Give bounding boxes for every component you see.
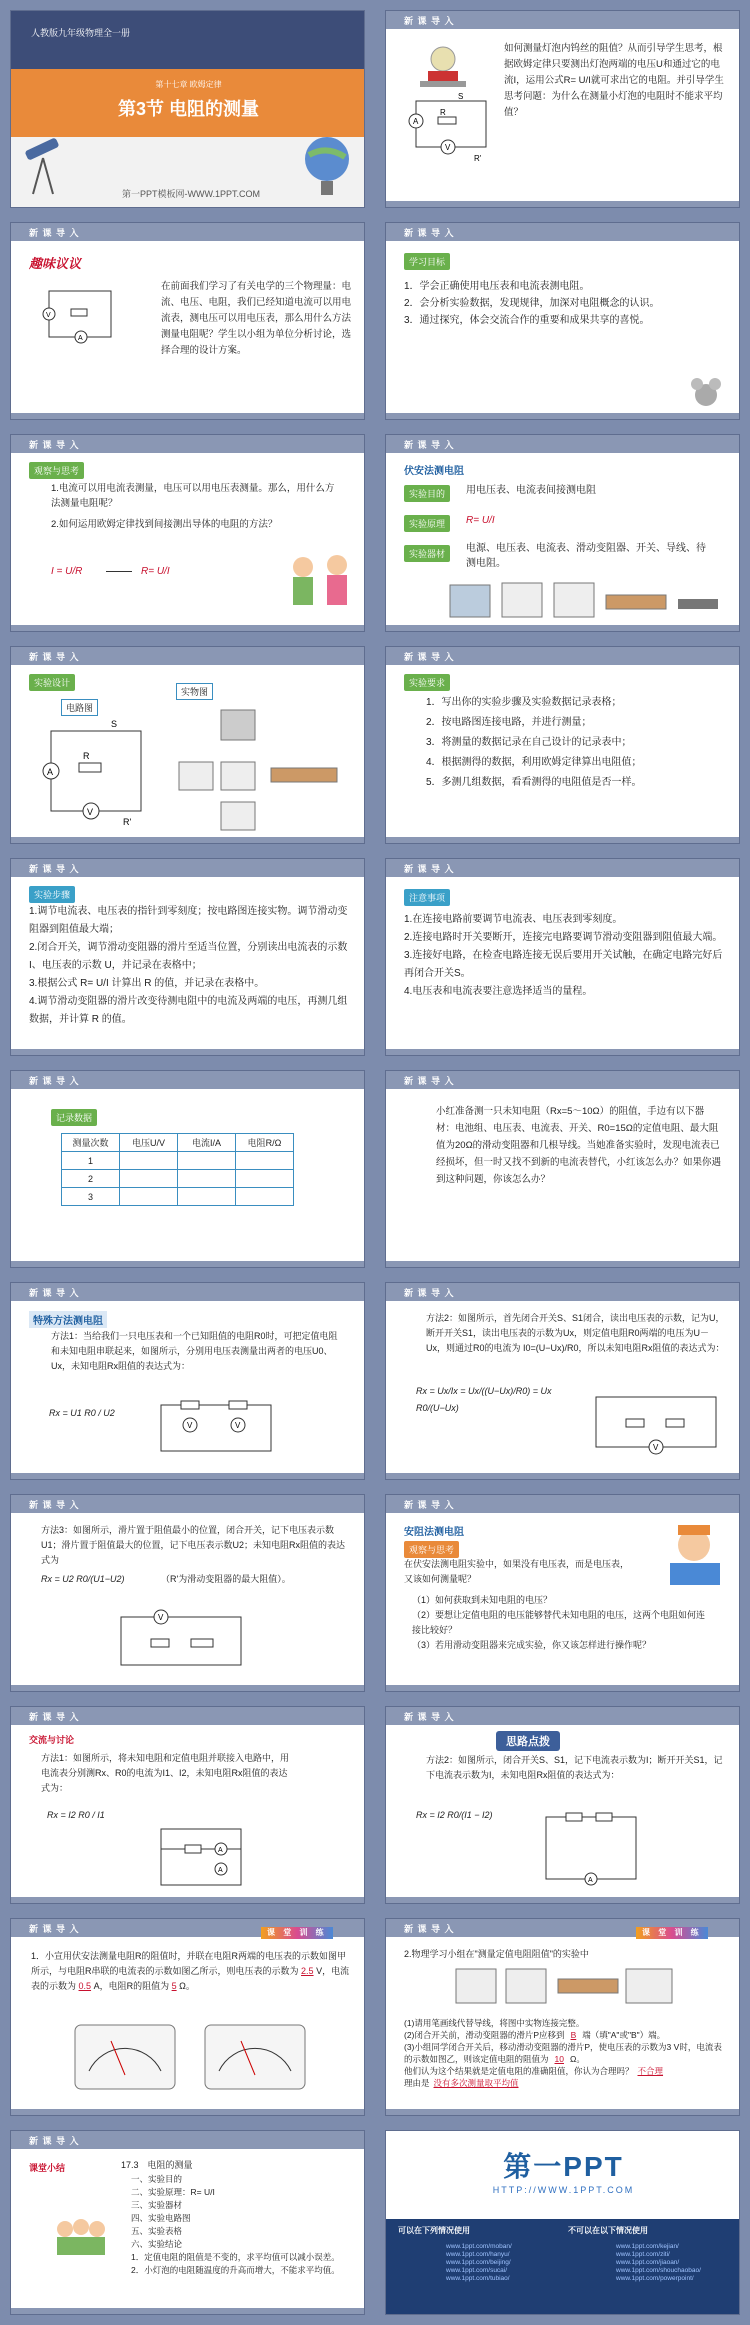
answer-reasonable: 不合理 — [637, 2066, 664, 2076]
goal-item: 2．会分析实验数据，发现规律，加深对电阻概念的认识。 — [404, 298, 660, 309]
slide-footer — [386, 1261, 739, 1267]
table-cell: 2 — [62, 1170, 120, 1188]
reading-boy-illustration — [654, 1519, 734, 1594]
resource-link[interactable]: www.1ppt.com/powerpoint/ — [616, 2275, 694, 2282]
exercise2-line — [404, 2029, 729, 2041]
hint-tag: 思路点拨 — [496, 1731, 560, 1751]
practice-banner: 课 堂 训 练 — [261, 1927, 333, 1939]
table-cell: 1 — [62, 1152, 120, 1170]
table-header-cell: 电压U/V — [120, 1134, 178, 1152]
record-tag: 记录数据 — [51, 1109, 97, 1126]
observe-tag: 观察与思考 — [29, 462, 84, 479]
slide-9-steps — [10, 858, 365, 1056]
slide-header — [11, 2131, 364, 2149]
cover-top-band — [11, 11, 365, 69]
table-header-cell: 测量次数 — [62, 1134, 120, 1152]
goal-item: 3．通过探究，体会交流合作的重要和成果共享的喜悦。 — [404, 315, 650, 326]
svg-text:R': R' — [123, 817, 132, 827]
slide-header — [11, 223, 364, 241]
method2-formula: Rx = Ux/Ix = Ux/((U−Ux)/R0) = Ux R0/(U−Ux) — [416, 1386, 552, 1413]
slide-4-goals — [385, 222, 740, 420]
table-cell — [236, 1188, 294, 1206]
answer-reason: 没有多次测量取平均值 — [433, 2078, 519, 2088]
step-item: 4.调节滑动变阻器的滑片改变待测电阻中的电流及两端的电压，再测几组数据，并计算 R 的值。 — [29, 996, 348, 1025]
cover-site: 第一PPT模板网-WWW.1PPT.COM — [122, 189, 260, 199]
discuss-logo: 趣味议议 — [29, 256, 82, 271]
resource-link[interactable]: www.1ppt.com/jiaoan/ — [616, 2259, 680, 2266]
slide-3-discuss — [10, 222, 365, 420]
exercise-text: 1．小宣用伏安法测量电阻R的阻值时，并联在电阻R两端的电压表的示数如图甲所示，与电阻R串联的电流表的示数如图乙所示，则电压表的示数为 — [31, 1951, 347, 1976]
table-row — [62, 1152, 294, 1170]
slide-footer — [11, 1473, 364, 1479]
intro-text: 如何测量灯泡内钨丝的阻值？从而引导学生思考，根据欧姆定律只要测出灯泡两端的电压U和通过它的电流I，运用公式R= U/I就可求出它的电阻。并引导学生思考问题：为什么在测量小灯泡的电阻时不能求平均值？ — [504, 43, 724, 118]
header-label: 新 课 导 入 — [404, 440, 455, 450]
slide-7-design — [10, 646, 365, 844]
svg-text:A: A — [588, 1877, 593, 1884]
cover-subject: 人教版九年级物理全一册 — [31, 28, 131, 38]
header-label: 新 课 导 入 — [29, 864, 80, 874]
slide-10-notes — [385, 858, 740, 1056]
exchange-text: 方法1：如图所示，将未知电阻和定值电阻并联接入电路中，用电流表分别测Rx、R0的电流为I1、I2，未知电阻Rx阻值的表达式为： — [41, 1753, 290, 1793]
row-value: 电源、电压表、电流表、滑动变阻器、开关、导线、待测电阻。 — [466, 543, 706, 569]
hint-text: 方法2：如图所示，闭合开关S、S1，记下电流表示数为I；断开开关S1，记下电流表示数为I，未知电阻Rx阻值的表达式为： — [426, 1755, 723, 1780]
circuit-diagram — [408, 93, 494, 163]
observe-q1: 1.电流可以用电流表测量，电压可以用电压表测量。那么，用什么方法测量电阻呢？ — [51, 483, 335, 509]
telescope-icon — [19, 136, 67, 196]
exercise2-title: 2.物理学习小组在"测量定值电阻阻值"的实验中 — [404, 1949, 589, 1959]
header-label: 新 课 导 入 — [29, 1712, 80, 1722]
question-item: （2）要想让定值电阻的电压能够替代未知电阻的电压，这两个电阻如何连接比较好？ — [412, 1610, 706, 1635]
svg-text:V: V — [653, 1443, 659, 1452]
resource-link[interactable]: www.1ppt.com/ziti/ — [616, 2251, 670, 2258]
slide-footer — [11, 625, 364, 631]
table-row — [62, 1188, 294, 1206]
header-label: 新 课 导 入 — [29, 1924, 80, 1934]
slide-14-method2 — [385, 1282, 740, 1480]
physical-label: 实物图 — [176, 683, 213, 700]
slide-footer — [386, 1473, 739, 1479]
slide-footer — [386, 1049, 739, 1055]
ammeter-intro: 在伏安法测电阻实验中，如果没有电压表，而是电压表，又该如何测量呢？ — [404, 1559, 630, 1584]
circuit-diagram — [586, 1383, 726, 1463]
svg-text:V: V — [87, 807, 94, 817]
note-item: 4.电压表和电流表要注意选择适当的量程。 — [404, 986, 593, 997]
problem-text: 小红准备测一只未知电阻（Rx=5～10Ω）的阻值，手边有以下器材：电池组、电压表、电流表、开关、R0=15Ω的定值电阻、最大阻值为20Ω的滑动变阻器和几根导线。当她准备实验时，发现电流表已经损坏，但一时又找不到新的电流表替代，小红该怎么办？如果你遇到这种问题，你该怎么办？ — [436, 1106, 722, 1185]
exercise2-line — [404, 2077, 729, 2089]
summary-item: 二、实验原理：R= U/I — [131, 2187, 215, 2197]
table-cell — [236, 1152, 294, 1170]
exercise2-line: (1)请用笔画线代替导线，将图中实物连接完整。 — [404, 2018, 585, 2028]
slide-footer — [11, 1049, 364, 1055]
slide-header — [386, 1495, 739, 1513]
circuit-diagram — [111, 1605, 251, 1680]
slide-footer — [386, 413, 739, 419]
svg-text:S: S — [458, 93, 464, 101]
header-label: 新 课 导 入 — [404, 864, 455, 874]
goals-tag: 学习目标 — [404, 253, 450, 270]
step-item: 1.调节电流表、电压表的指针到零刻度；按电路图连接实物。调节滑动变阻器到阻值最大端； — [29, 906, 348, 935]
slide-header — [386, 859, 739, 877]
kids-illustration — [51, 2211, 111, 2261]
table-cell — [236, 1170, 294, 1188]
circuit-diagram — [536, 1807, 646, 1892]
requirement-item: 4．根据测得的数据，利用欧姆定律算出电阻值； — [426, 757, 642, 768]
summary-list — [131, 2173, 356, 2277]
formula-ohm: I = U/R — [51, 566, 83, 577]
header-label: 新 课 导 入 — [404, 16, 455, 26]
header-label: 新 课 导 入 — [29, 440, 80, 450]
ammeter-title: 安阻法测电阻 — [404, 1527, 464, 1538]
table-header-cell: 电流I/A — [178, 1134, 236, 1152]
summary-item: 四、实验电路图 — [131, 2213, 191, 2223]
svg-text:A: A — [78, 335, 83, 342]
slide-footer — [386, 625, 739, 631]
row-key: 实验器材 — [404, 545, 450, 562]
steps-list — [29, 903, 354, 1029]
svg-text:R': R' — [474, 154, 482, 163]
header-label: 新 课 导 入 — [29, 1500, 80, 1510]
slide-header — [386, 1071, 739, 1089]
goals-list — [404, 278, 724, 329]
exercise2-text: (3)小组同学闭合开关后，移动滑动变阻器的滑片P，使电压表的示数为3 V时，电流表的示数如图乙，则该定值电阻的阻值为 — [404, 2042, 722, 2064]
circuit-diagram — [151, 1819, 251, 1894]
row-value: 用电压表、电流表间接测电阻 — [466, 485, 596, 496]
step-item: 2.闭合开关，调节滑动变阻器的滑片至适当位置，分别读出电流表的示数 I、电压表的示数 U，并记录在表格中； — [29, 942, 348, 971]
summary-tag: 课堂小结 — [29, 2163, 66, 2173]
slide-footer — [386, 1685, 739, 1691]
header-label: 新 课 导 入 — [404, 228, 455, 238]
link-list-left — [446, 2243, 512, 2283]
exercise2-line — [404, 2041, 729, 2065]
slide-footer — [11, 837, 364, 843]
summary-item: 五、实验表格 — [131, 2226, 183, 2236]
record-table — [61, 1133, 294, 1206]
slide-footer — [11, 1897, 364, 1903]
question-item: （1）如何获取到未知电阻的电压？ — [412, 1595, 553, 1605]
slide-header — [11, 435, 364, 453]
exchange-tag: 交流与讨论 — [29, 1735, 75, 1745]
header-label: 新 课 导 入 — [29, 1076, 80, 1086]
header-label: 新 课 导 入 — [29, 2136, 80, 2146]
slide-header — [386, 1283, 739, 1301]
slide-22-brand — [385, 2130, 740, 2315]
resource-link[interactable]: www.1ppt.com/moban/ — [446, 2243, 512, 2250]
slide-21-summary — [10, 2130, 365, 2315]
exercise-text: V，电流表的示数为 — [31, 1966, 350, 1991]
row-value: R= U/I — [466, 515, 495, 526]
resource-link[interactable]: www.1ppt.com/tubiao/ — [446, 2275, 510, 2282]
svg-text:A: A — [47, 767, 54, 777]
exercise-text: Ω。 — [179, 1981, 195, 1991]
light-bulb-icon — [416, 41, 471, 89]
experiment-illustration — [446, 1963, 686, 2015]
table-header-row — [62, 1134, 294, 1152]
svg-text:V: V — [46, 312, 51, 319]
note-item: 3.连接好电路，在检查电路连接无误后要用开关试触，在确定电路完好后再闭合开关S。 — [404, 950, 723, 979]
slide-15-method3 — [10, 1494, 365, 1692]
row-key: 实验目的 — [404, 485, 450, 502]
exchange-formula: Rx = I2 R0 / I1 — [47, 1810, 105, 1820]
slide-header — [386, 435, 739, 453]
slide-header — [11, 859, 364, 877]
resource-link[interactable]: www.1ppt.com/beijing/ — [446, 2259, 511, 2266]
summary-title: 17.3 电阻的测量 — [121, 2160, 193, 2170]
svg-text:R: R — [440, 108, 446, 117]
slide-footer — [386, 837, 739, 843]
requirement-item: 1．写出你的实验步骤及实验数据记录表格； — [426, 697, 622, 708]
method3-text: 方法3：如图所示，滑片置于阻值最小的位置，闭合开关，记下电压表示数U1；滑片置于阻值最大的位置，记下电压表示数U2；未知电阻Rx阻值的表达式为 — [41, 1525, 346, 1565]
table-cell — [178, 1170, 236, 1188]
method-title: 伏安法测电阻 — [404, 466, 464, 477]
slide-8-requirements — [385, 646, 740, 844]
table-cell: 3 — [62, 1188, 120, 1206]
cover-title: 第3节 电阻的测量 — [117, 99, 259, 119]
discuss-text: 在前面我们学习了有关电学的三个物理量：电流、电压、电阻，我们已经知道电流可以用电流表，测电压可以用电压表，那么用什么方法测量电阻呢？学生以小组为单位分析讨论，选择合理的设计方案。 — [161, 281, 352, 356]
header-label: 新 课 导 入 — [29, 1288, 80, 1298]
slide-footer — [11, 1685, 364, 1691]
students-illustration — [281, 545, 361, 625]
slide-header — [11, 1071, 364, 1089]
summary-item: 1．定值电阻的阻值是不变的，求平均值可以减小误差。 — [131, 2252, 340, 2262]
exercise2-text: 他们认为这个结果就是定值电阻的准确阻值，你认为合理吗？ — [404, 2066, 634, 2076]
left-column-title: 可以在下列情况使用 — [398, 2226, 470, 2235]
header-label: 新 课 导 入 — [29, 228, 80, 238]
special-formula: Rx = U1 R0 / U2 — [49, 1408, 115, 1418]
header-label: 新 课 导 入 — [404, 1924, 455, 1934]
row-key: 实验原理 — [404, 515, 450, 532]
slide-19-exercise — [10, 1918, 365, 2116]
method2-text: 方法2：如图所示，首先闭合开关S、S1闭合，读出电压表的示数，记为U，断开开关S1，读出电压表的示数为Ux，则定值电阻R0两端的电压为U－Ux，则通过R0的电流为 I0=(U−Ux)/R0，所以未知电阻Rx阻值的表达式为： — [426, 1313, 725, 1353]
slide-17-exchange — [10, 1706, 365, 1904]
slide-13-special — [10, 1282, 365, 1480]
resource-link[interactable]: www.1ppt.com/hanyu/ — [446, 2251, 510, 2258]
notes-tag: 注意事项 — [404, 889, 450, 906]
slide-18-hint — [385, 1706, 740, 1904]
exercise2-text: (2)闭合开关前，滑动变阻器的滑片P应移到 — [404, 2030, 565, 2040]
brand-url: HTTP://WWW.1PPT.COM — [492, 2185, 635, 2195]
physical-setup-illustration — [171, 702, 356, 837]
slide-12-problem — [385, 1070, 740, 1268]
table-cell — [120, 1188, 178, 1206]
slide-16-ammeter-method — [385, 1494, 740, 1692]
summary-item: 一、实验目的 — [131, 2174, 183, 2184]
slide-header — [386, 11, 739, 29]
header-label: 新 课 导 入 — [404, 1288, 455, 1298]
header-label: 新 课 导 入 — [404, 1076, 455, 1086]
cover-chapter: 第十七章 欧姆定律 — [155, 80, 222, 89]
step-item: 3.根据公式 R= U/I 计算出 R 的值，并记录在表格中。 — [29, 978, 265, 989]
ammeter-questions — [412, 1593, 712, 1653]
steps-tag: 实验步骤 — [29, 886, 75, 903]
header-label: 新 课 导 入 — [29, 652, 80, 662]
requirement-item: 3．将测量的数据记录在自己设计的记录表中； — [426, 737, 632, 748]
slide-header — [11, 1707, 364, 1725]
table-row — [62, 1170, 294, 1188]
note-item: 2.连接电路时开关要断开，连接完电路要调节滑动变阻器到阻值最大端。 — [404, 932, 723, 943]
table-cell — [178, 1188, 236, 1206]
method3-formula: Rx = U2 R0/(U1−U2) — [41, 1574, 125, 1584]
svg-text:R: R — [83, 751, 90, 761]
slide-header — [11, 647, 364, 665]
header-label: 新 课 导 入 — [404, 1712, 455, 1722]
arrow-line — [106, 571, 132, 572]
notes-list — [404, 911, 729, 1001]
slide-header — [11, 1283, 364, 1301]
right-column-title: 不可以在以下情况使用 — [568, 2226, 648, 2235]
slide-footer — [11, 413, 364, 419]
method3-note: （R'为滑动变阻器的最大阻值）。 — [161, 1574, 291, 1584]
slide-5-observe — [10, 434, 365, 632]
hint-formula: Rx = I2 R0/(I1 − I2) — [416, 1810, 493, 1820]
exercise-question — [31, 1949, 351, 1994]
summary-item: 六、实验结论 — [131, 2239, 183, 2249]
resource-link[interactable]: www.1ppt.com/shouchaobao/ — [616, 2267, 701, 2274]
practice-banner: 课 堂 训 练 — [636, 1927, 708, 1939]
slide-footer — [11, 1261, 364, 1267]
table-header-cell: 电阻R/Ω — [236, 1134, 294, 1152]
exercise-text: A，电阻R的阻值为 — [93, 1981, 170, 1991]
svg-text:A: A — [413, 117, 419, 126]
circuit-diagram — [41, 719, 151, 834]
resource-link[interactable]: www.1ppt.com/sucai/ — [446, 2267, 508, 2274]
resource-link[interactable]: www.1ppt.com/kejian/ — [616, 2243, 679, 2250]
svg-text:V: V — [235, 1421, 241, 1430]
slide-header — [386, 647, 739, 665]
globe-icon — [297, 129, 359, 199]
answer-current: 0.5 — [78, 1981, 92, 1991]
answer-end: B — [570, 2030, 577, 2040]
exercise2-lines — [404, 2017, 729, 2089]
slide-footer — [386, 1897, 739, 1903]
requirements-tag: 实验要求 — [404, 674, 450, 691]
slide-header — [11, 1495, 364, 1513]
slide-footer — [386, 2109, 739, 2115]
requirement-item: 2．按电路图连接电路，并进行测量； — [426, 717, 592, 728]
table-cell — [120, 1152, 178, 1170]
special-text: 方法1：当给我们一只电压表和一个已知阻值的电阻R0时，可把定值电阻和未知电阻串联起来，如图所示，分别用电压表测量出两者的电压U0、Ux，未知电阻Rx阻值的表达式为： — [51, 1331, 338, 1371]
table-cell — [178, 1152, 236, 1170]
slide-header — [386, 1707, 739, 1725]
link-list-right — [616, 2243, 701, 2283]
exercise2-text: 理由是 — [404, 2078, 430, 2088]
answer-resistance: 5 — [171, 1981, 177, 1991]
answer-voltage: 2.5 — [301, 1966, 314, 1976]
slide-2-intro — [385, 10, 740, 208]
goal-item: 1．学会正确使用电压表和电流表测电阻。 — [404, 281, 590, 292]
svg-text:V: V — [187, 1421, 193, 1430]
requirement-item: 5．多测几组数据，看看测得的电阻值是否一样。 — [426, 777, 642, 788]
svg-text:V: V — [445, 143, 451, 152]
header-label: 新 课 导 入 — [404, 1500, 455, 1510]
slide-footer — [386, 201, 739, 207]
slide-20-exercise2 — [385, 1918, 740, 2116]
design-tag: 实验设计 — [29, 674, 75, 691]
slide-11-record — [10, 1070, 365, 1268]
meter-dials-illustration — [71, 2019, 311, 2099]
observe-q2: 2.如何运用欧姆定律找到间接测出导体的电阻的方法？ — [51, 519, 278, 530]
svg-text:V: V — [158, 1613, 164, 1622]
slide-footer — [11, 2308, 364, 2314]
header-label: 新 课 导 入 — [404, 652, 455, 662]
summary-item: 2．小灯泡的电阻随温度的升高而增大，不能求平均值。 — [131, 2265, 340, 2275]
svg-text:A: A — [218, 1847, 223, 1854]
formula-resistance: R= U/I — [141, 566, 170, 577]
special-title: 特殊方法测电阻 — [29, 1311, 107, 1328]
question-item: （3）若用滑动变阻器来完成实验，你又该怎样进行操作呢？ — [412, 1640, 652, 1650]
exercise2-text: Ω。 — [569, 2054, 585, 2064]
circuit-label: 电路图 — [61, 699, 98, 716]
slide-header — [386, 223, 739, 241]
table-cell — [120, 1170, 178, 1188]
slide-footer — [11, 2109, 364, 2115]
summary-item: 三、实验器材 — [131, 2200, 183, 2210]
note-item: 1.在连接电路前要调节电流表、电压表到零刻度。 — [404, 914, 623, 925]
requirements-list — [426, 693, 726, 793]
ammeter-tag: 观察与思考 — [404, 1541, 459, 1558]
brand-logo: 第一PPT — [503, 2151, 624, 2182]
circuit-diagram — [41, 281, 121, 351]
slide-1-cover — [10, 10, 365, 208]
mouse-mascot-icon — [686, 373, 726, 413]
equipment-illustration — [446, 575, 726, 625]
exercise2-line — [404, 2065, 729, 2077]
exercise2-text: 端（填"A"或"B"）端。 — [582, 2030, 666, 2040]
slide-6-voltammetry — [385, 434, 740, 632]
circuit-diagram — [151, 1395, 281, 1465]
svg-text:A: A — [218, 1867, 223, 1874]
svg-text:S: S — [111, 719, 118, 729]
answer-resistance: 10 — [554, 2054, 564, 2064]
